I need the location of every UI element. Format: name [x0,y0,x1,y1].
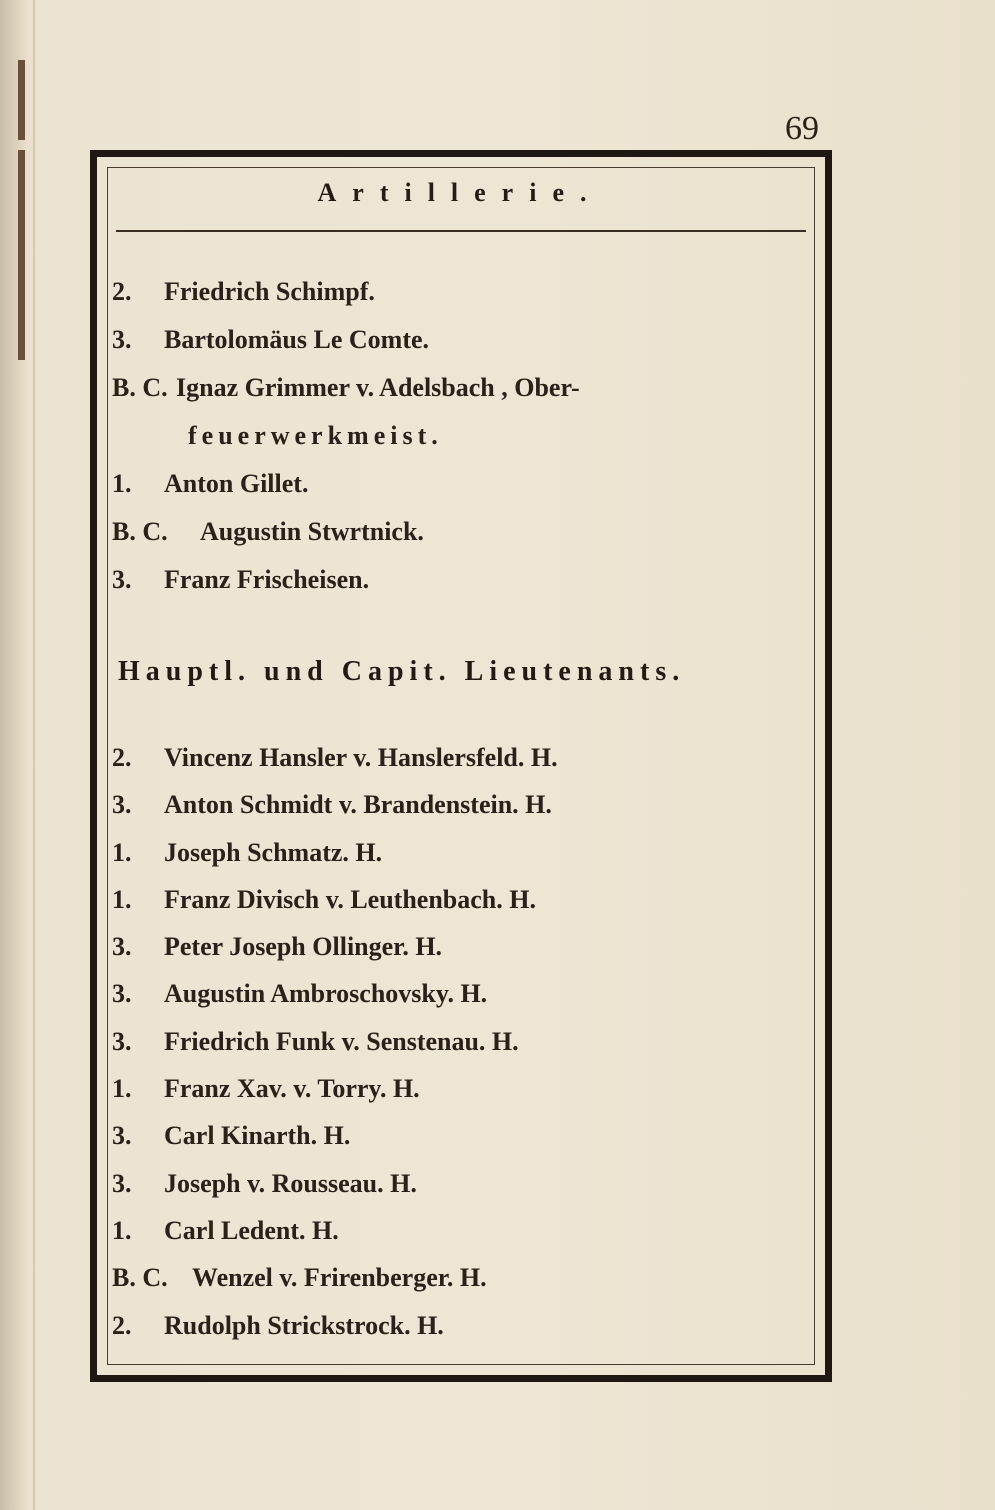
entry-number: 1. [112,884,132,914]
list-item [112,364,812,412]
entry-number: 3. [112,979,132,1009]
list-item [112,970,812,1017]
list-item [112,268,812,316]
entry-text: feuerwerkmeist. [188,421,443,450]
entry-text: Peter Joseph Ollinger. H. [164,932,443,962]
entry-text: Ignaz Grimmer v. Adelsbach , Ober- [176,373,580,402]
entry-number: 3. [112,1121,132,1151]
binding-mark [18,60,25,140]
entry-text: Carl Kinarth. H. [164,1121,351,1151]
entry-text: Franz Divisch v. Leuthenbach. H. [164,884,536,914]
header-rule [116,230,806,232]
list-item [112,556,812,604]
list-item [112,876,812,923]
binding-mark [18,150,25,360]
entry-number: 1. [112,837,132,867]
list-item [112,316,812,364]
entry-number: B. C. [112,517,168,546]
page-number: 69 [785,110,819,147]
entry-number: 1. [112,1215,132,1245]
entry-number: 3. [112,325,132,354]
entry-number: 1. [112,1074,132,1104]
subheading: Hauptl. und Capit. Lieutenants. [118,656,686,687]
list-item [112,1302,812,1349]
section-title: Artillerie. [317,178,603,207]
entry-number: 2. [112,277,132,306]
list-item [112,1112,812,1159]
page-gutter [0,0,30,1510]
entry-text: Augustin Ambroschovsky. H. [164,979,488,1009]
list-item [112,1207,812,1254]
entry-list-lieutenants [112,734,812,1349]
entry-text: Rudolph Strickstrock. H. [164,1310,444,1340]
entry-number: B. C. [112,1263,168,1293]
entry-list [112,268,812,604]
entry-text: Friedrich Schimpf. [164,277,375,306]
entry-text: Anton Schmidt v. Brandenstein. H. [164,790,552,820]
list-item [112,1018,812,1065]
entry-text: Joseph Schmatz. H. [164,837,383,867]
entry-number: 2. [112,743,132,772]
list-item [112,1254,812,1301]
entry-text: Wenzel v. Frirenberger. H. [192,1263,487,1293]
entry-number: 3. [112,932,132,962]
entry-number: B. C. [112,373,168,402]
list-item [112,460,812,508]
list-item-continuation [112,412,812,460]
entry-text: Carl Ledent. H. [164,1215,339,1245]
list-item [112,508,812,556]
list-item [112,923,812,970]
list-item [112,829,812,876]
entry-text: Franz Frischeisen. [164,565,370,594]
entry-number: 3. [112,790,132,820]
entry-number: 1. [112,469,132,498]
list-item [112,1160,812,1207]
list-item [112,734,812,781]
entry-text: Franz Xav. v. Torry. H. [164,1074,420,1104]
entry-number: 3. [112,565,132,594]
entry-text: Bartolomäus Le Comte. [164,325,430,354]
fold-line [33,0,35,1510]
entry-text: Joseph v. Rousseau. H. [164,1168,417,1198]
list-item [112,1065,812,1112]
entry-number: 2. [112,1310,132,1340]
entry-number: 3. [112,1026,132,1056]
list-item [112,781,812,828]
entry-text: Friedrich Funk v. Senstenau. H. [164,1026,519,1056]
entry-number: 3. [112,1168,132,1198]
entry-text: Augustin Stwrtnick. [200,517,424,546]
entry-text: Anton Gillet. [164,469,309,498]
entry-text: Vincenz Hansler v. Hanslersfeld. H. [164,743,558,772]
